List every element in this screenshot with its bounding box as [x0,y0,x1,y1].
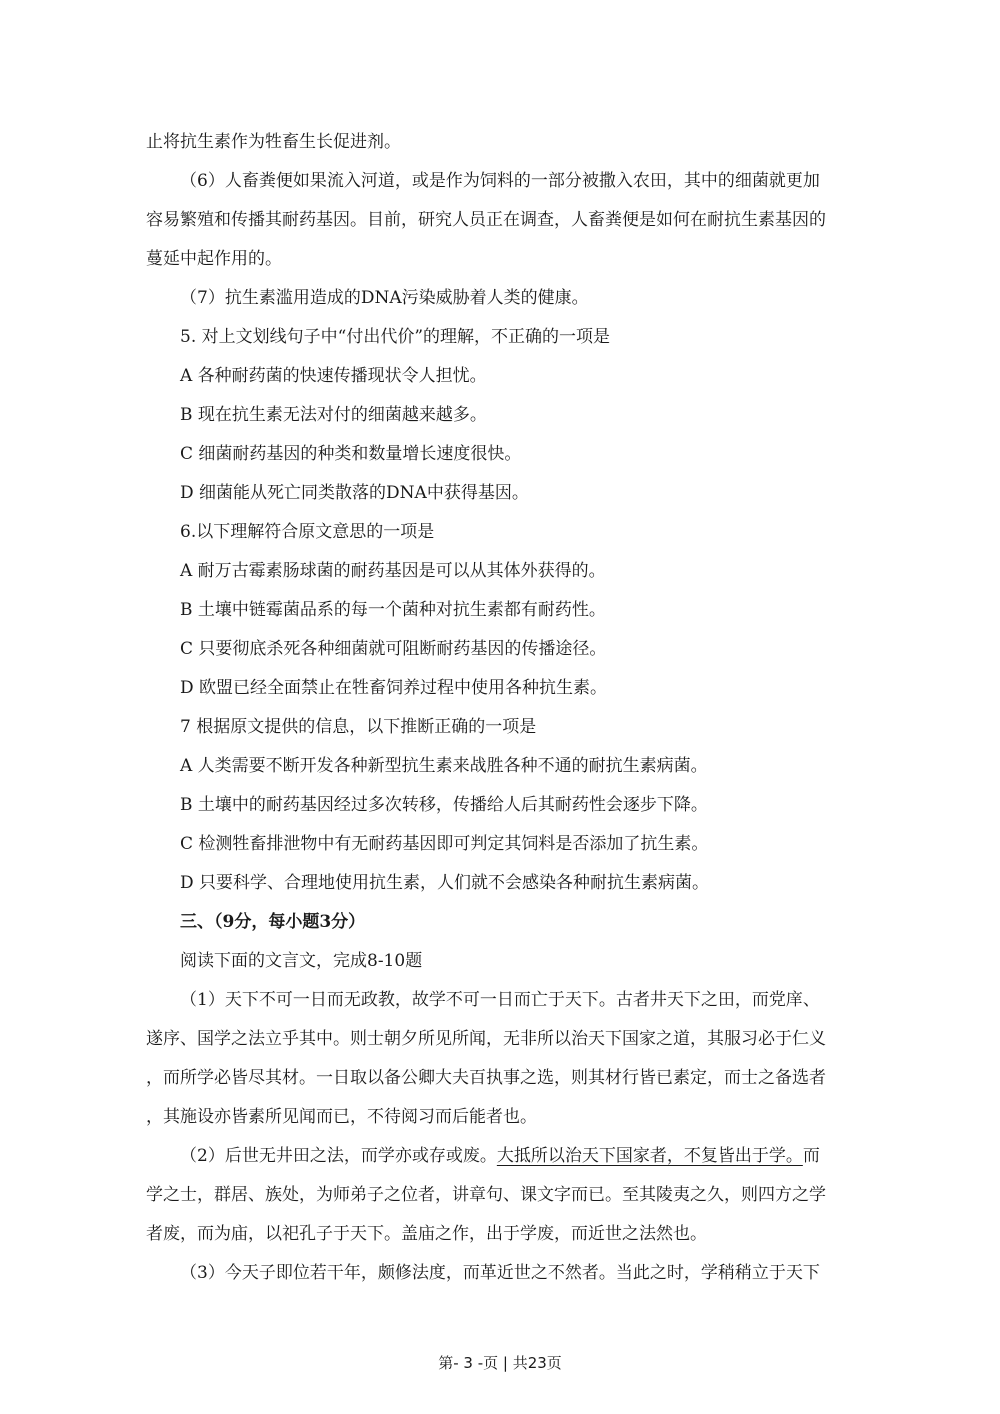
text-segment: 而 [802,1146,820,1166]
q7-option-d: D 只要科学、合理地使用抗生素，人们就不会感染各种耐抗生素病菌。 [180,873,710,893]
text-line: 容易繁殖和传播其耐药基因。目前，研究人员正在调查，人畜粪便是如何在耐抗生素基因的 [146,210,826,230]
classical-paragraph-2-line [180,1144,820,1168]
q5-option-a: A 各种耐药菌的快速传播现状令人担忧。 [180,366,487,386]
text-line: 蔓延中起作用的。 [146,249,282,269]
q7-option-c: C 检测牲畜排泄物中有无耐药基因即可判定其饲料是否添加了抗生素。 [180,834,709,854]
page-footer: 第- 3 -页 | 共23页 [438,1354,562,1372]
q5-option-c: C 细菌耐药基因的种类和数量增长速度很快。 [180,444,522,464]
question-5-stem: 5. 对上文划线句子中“付出代价”的理解，不正确的一项是 [180,327,611,347]
q6-option-c: C 只要彻底杀死各种细菌就可阻断耐药基因的传播途径。 [180,639,607,659]
underlined-sentence: 大抵所以治天下国家者，不复皆出于学。 [496,1146,803,1166]
paragraph-6-line: （6）人畜粪便如果流入河道，或是作为饲料的一部分被撒入农田，其中的细菌就更加 [180,171,820,191]
reading-instruction: 阅读下面的文言文，完成8-10题 [180,951,423,971]
q7-option-b: B 土壤中的耐药基因经过多次转移，传播给人后其耐药性会逐步下降。 [180,795,708,815]
text-line: 学之士，群居、族处，为师弟子之位者，讲章句、课文字而已。至其陵夷之久，则四方之学 [146,1185,826,1205]
paragraph-7-line: （7）抗生素滥用造成的DNA污染威胁着人类的健康。 [180,288,589,308]
q5-option-d: D 细菌能从死亡同类散落的DNA中获得基因。 [180,483,529,503]
question-6-stem: 6.以下理解符合原文意思的一项是 [180,522,435,542]
classical-paragraph-1-line: （1）天下不可一日而无政教，故学不可一日而亡于天下。古者井天下之田，而党庠、 [180,990,820,1010]
question-7-stem: 7 根据原文提供的信息，以下推断正确的一项是 [180,717,537,737]
q7-option-a: A 人类需要不断开发各种新型抗生素来战胜各种不通的耐抗生素病菌。 [180,756,708,776]
q6-option-d: D 欧盟已经全面禁止在牲畜饲养过程中使用各种抗生素。 [180,678,608,698]
text-line: ，其施设亦皆素所见闻而已，不待阅习而后能者也。 [146,1107,537,1127]
text-segment: （2）后世无井田之法，而学亦或存或废。 [180,1146,497,1166]
classical-paragraph-3-line: （3）今天子即位若干年，颇修法度，而革近世之不然者。当此之时，学稍稍立于天下 [180,1263,820,1283]
q5-option-b: B 现在抗生素无法对付的细菌越来越多。 [180,405,487,425]
text-line: 者废，而为庙，以祀孔子于天下。盖庙之作，出于学废，而近世之法然也。 [146,1224,707,1244]
text-line: 遂序、国学之法立乎其中。则士朝夕所见所闻，无非所以治天下国家之道，其服习必于仁义 [146,1029,826,1049]
q6-option-b: B 土壤中链霉菌品系的每一个菌种对抗生素都有耐药性。 [180,600,606,620]
text-line: ，而所学必皆尽其材。一日取以备公卿大夫百执事之选，则其材行皆已素定，而士之备选者 [146,1068,826,1088]
q6-option-a: A 耐万古霉素肠球菌的耐药基因是可以从其体外获得的。 [180,561,606,581]
section-3-heading: 三、（9分，每小题3分） [180,912,366,932]
text-line: 止将抗生素作为牲畜生长促进剂。 [146,132,401,152]
